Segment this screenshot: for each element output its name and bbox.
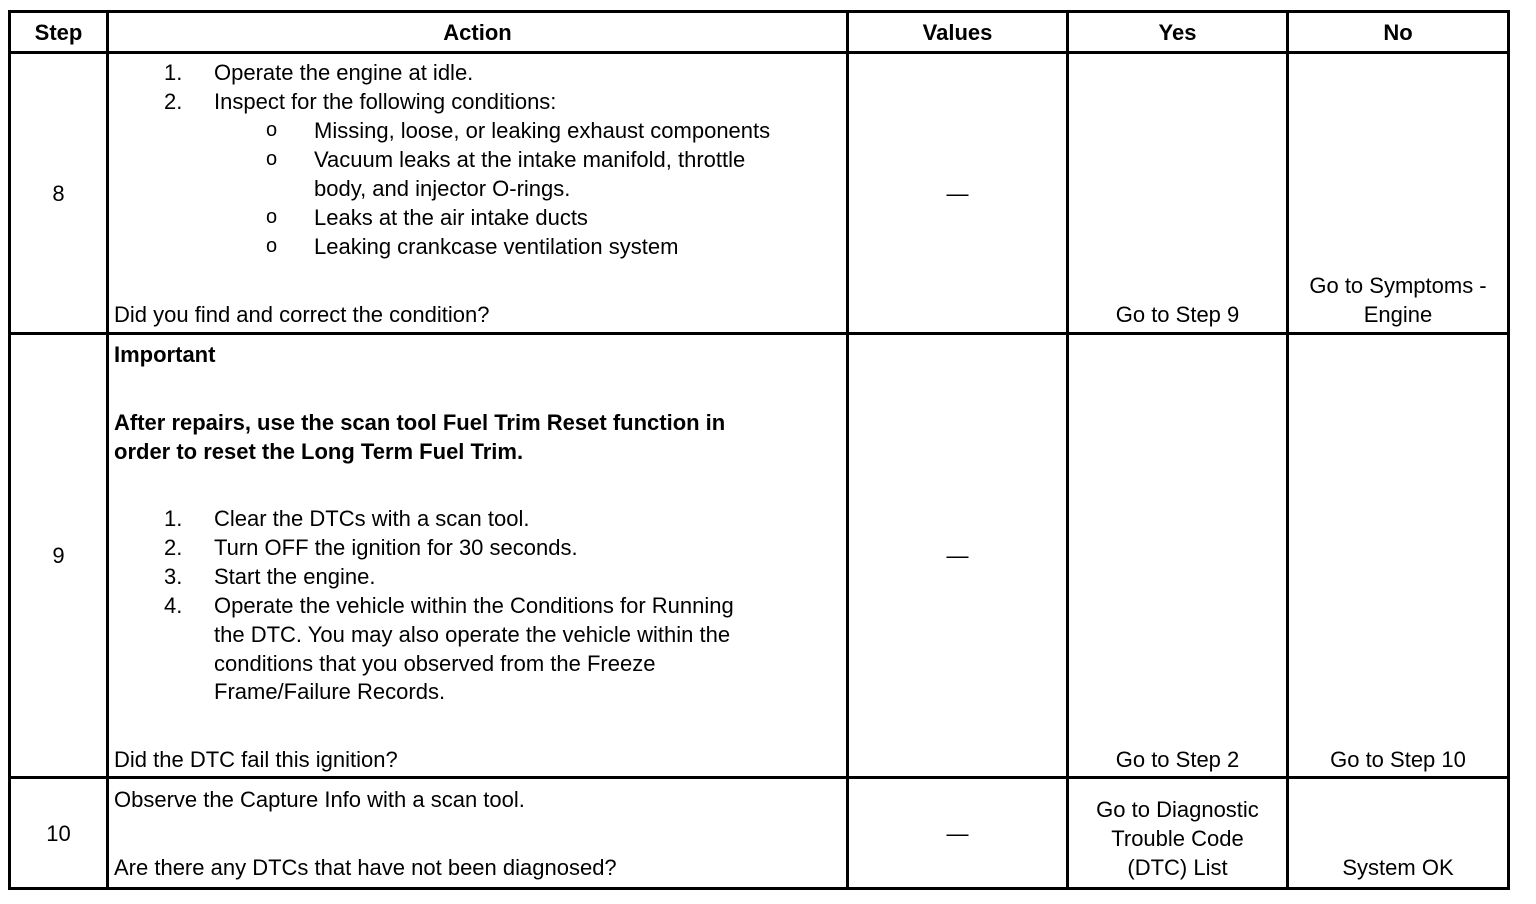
condition-item: Leaks at the air intake ducts: [314, 205, 588, 230]
bullet-marker: o: [266, 119, 278, 141]
action-cell: [109, 335, 846, 776]
action-cell: [109, 779, 846, 887]
step-list-item: Inspect for the following conditions:: [214, 89, 557, 114]
condition-item: Vacuum leaks at the intake manifold, throttle: [314, 147, 746, 172]
important-label: Important: [114, 342, 216, 367]
bullet-marker: o: [266, 148, 278, 170]
bullet-marker: o: [266, 235, 278, 257]
important-note: After repairs, use the scan tool Fuel Trim Reset function in: [114, 410, 726, 435]
step-list-number: 1.: [164, 506, 183, 531]
step-list-item: Operate the vehicle within the Conditions for Running: [214, 593, 734, 618]
no-link[interactable]: Go to Symptoms -: [1309, 273, 1487, 298]
step-number: 10: [46, 820, 71, 846]
header-action: Action: [443, 19, 512, 45]
yes-cell: [1069, 335, 1286, 776]
step-question: Are there any DTCs that have not been diagnosed?: [114, 855, 617, 880]
no-link-continued[interactable]: Engine: [1363, 302, 1433, 327]
yes-cell: [1069, 54, 1286, 332]
step-number: 8: [52, 180, 65, 206]
values-cell: —: [946, 543, 969, 568]
step-number: 9: [52, 543, 65, 568]
step-list-item: Clear the DTCs with a scan tool.: [214, 506, 530, 531]
step-list-item-continued: Frame/Failure Records.: [214, 679, 446, 704]
yes-link-continued[interactable]: Trouble Code: [1111, 826, 1244, 851]
bullet-marker: o: [266, 206, 278, 228]
condition-item-continued: body, and injector O-rings.: [314, 176, 571, 201]
step-question: Did you find and correct the condition?: [114, 302, 490, 327]
step-list-item: Operate the engine at idle.: [214, 60, 474, 85]
step-list-item: Turn OFF the ignition for 30 seconds.: [214, 535, 578, 560]
yes-link[interactable]: Go to Step 9: [1115, 302, 1240, 327]
values-cell: —: [946, 180, 969, 206]
yes-link[interactable]: Go to Diagnostic: [1096, 797, 1259, 822]
step-list-item-continued: conditions that you observed from the Freeze: [214, 651, 656, 676]
no-cell: [1289, 54, 1507, 332]
yes-link[interactable]: Go to Step 2: [1115, 747, 1240, 772]
step-list-item-continued: the DTC. You may also operate the vehicle within the: [214, 622, 731, 647]
condition-item: Missing, loose, or leaking exhaust components: [314, 118, 771, 143]
step-list-number: 1.: [164, 60, 183, 85]
step-instruction: Observe the Capture Info with a scan tool.: [114, 787, 525, 812]
no-link[interactable]: Go to Step 10: [1330, 747, 1466, 772]
values-cell: —: [946, 820, 969, 846]
table-border-bottom: [8, 887, 1510, 890]
step-list-number: 2.: [164, 89, 183, 114]
important-note-continued: order to reset the Long Term Fuel Trim.: [114, 439, 524, 464]
yes-link-continued[interactable]: (DTC) List: [1127, 855, 1228, 880]
no-cell: [1289, 779, 1507, 887]
step-list-number: 2.: [164, 535, 183, 560]
header-values: Values: [922, 19, 993, 45]
yes-cell: [1069, 779, 1286, 887]
no-result: System OK: [1342, 855, 1454, 880]
action-cell: [109, 54, 846, 332]
no-cell: [1289, 335, 1507, 776]
diagnostic-table: [8, 10, 1510, 890]
step-list-number: 4.: [164, 593, 183, 618]
step-list-item: Start the engine.: [214, 564, 376, 589]
header-yes: Yes: [1158, 19, 1197, 45]
step-question: Did the DTC fail this ignition?: [114, 747, 398, 772]
step-list-number: 3.: [164, 564, 183, 589]
header-no: No: [1383, 19, 1413, 45]
table-border-right: [1507, 10, 1510, 890]
condition-item: Leaking crankcase ventilation system: [314, 234, 679, 259]
header-step: Step: [34, 19, 83, 45]
